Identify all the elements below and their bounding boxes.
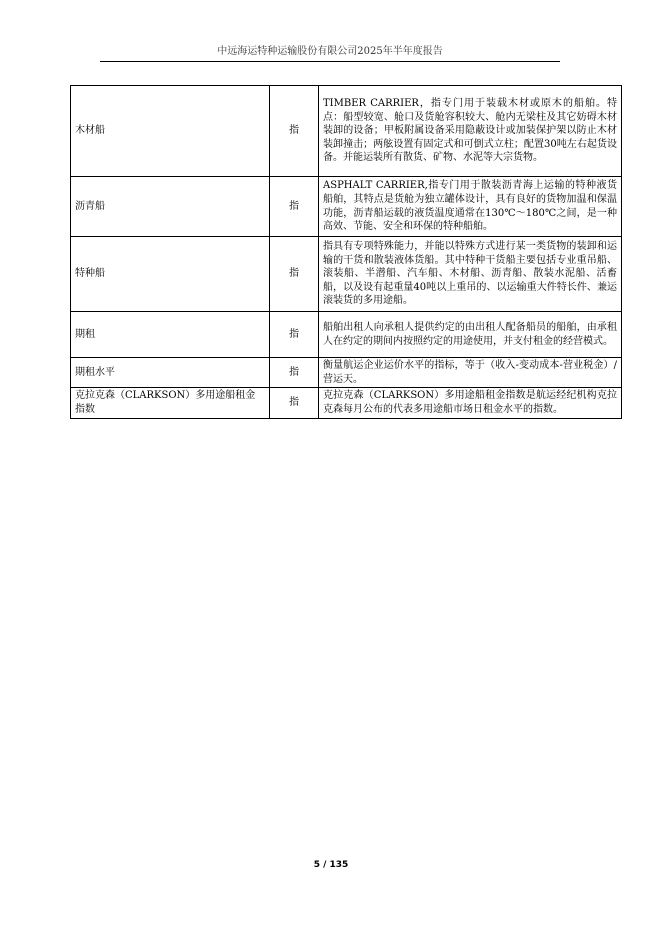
indicator-cell: 指	[270, 86, 319, 177]
term-cell: 特种船	[71, 237, 270, 312]
term-cell: 木材船	[71, 86, 270, 177]
indicator-cell: 指	[270, 388, 319, 419]
term-cell: 沥青船	[71, 177, 270, 237]
definition-cell: ASPHALT CARRIER,指专门用于散装沥青海上运输的特种液货船舶，其特点是货舱为独立罐体设计，具有良好的货物加温和保温功能，沥青船运载的液货温度通常在130℃～180℃之间，是一种高效、节能、安全和环保的特种船舶。	[319, 177, 622, 237]
table-row	[71, 237, 622, 312]
definition-cell: TIMBER CARRIER，指专门用于装载木材或原木的船舶。特点：船型较宽、舱口及货舱容积较大、舱内无梁柱及其它妨碍木材装卸的设备；甲板附属设备采用隐蔽设计或加装保护架以防止木材装卸撞击；两舷设置有固定式和可倒式立柱；配置30吨左右起货设备。并能运装所有散货、矿物、水泥等大宗货物。	[319, 86, 622, 177]
indicator-cell: 指	[270, 177, 319, 237]
page-header: 中远海运特种运输股份有限公司2025年半年度报告	[217, 46, 443, 57]
term-cell: 克拉克森（CLARKSON）多用途船租金指数	[71, 388, 270, 419]
table-row	[71, 86, 622, 177]
definition-cell: 衡量航运企业运价水平的指标，等于（收入-变动成本-营业税金）/营运天。	[319, 358, 622, 388]
table-row	[71, 358, 622, 388]
header-divider	[100, 61, 560, 62]
page-number: 5 / 135	[313, 860, 349, 870]
indicator-cell: 指	[270, 237, 319, 312]
definition-cell: 克拉克森（CLARKSON）多用途船租金指数是航运经纪机构克拉克森每月公布的代表多用途船市场日租金水平的指数。	[319, 388, 622, 419]
definitions-table	[70, 85, 622, 419]
indicator-cell: 指	[270, 358, 319, 388]
indicator-cell: 指	[270, 312, 319, 358]
term-cell: 期租	[71, 312, 270, 358]
table-row	[71, 312, 622, 358]
table-row	[71, 177, 622, 237]
table-row	[71, 388, 622, 419]
term-cell: 期租水平	[71, 358, 270, 388]
definition-cell: 指具有专项特殊能力，并能以特殊方式进行某一类货物的装卸和运输的干货和散装液体货船。其中特种干货船主要包括专业重吊船、滚装船、半潜船、汽车船、木材船、沥青船、散装水泥船、活畜船，以及设有起重量40吨以上重吊的、以运输重大件特长件、兼运滚装货的多用途船。	[319, 237, 622, 312]
definition-cell: 船舶出租人向承租人提供约定的由出租人配备船员的船舶，由承租人在约定的期间内按照约定的用途使用，并支付租金的经营模式。	[319, 312, 622, 358]
